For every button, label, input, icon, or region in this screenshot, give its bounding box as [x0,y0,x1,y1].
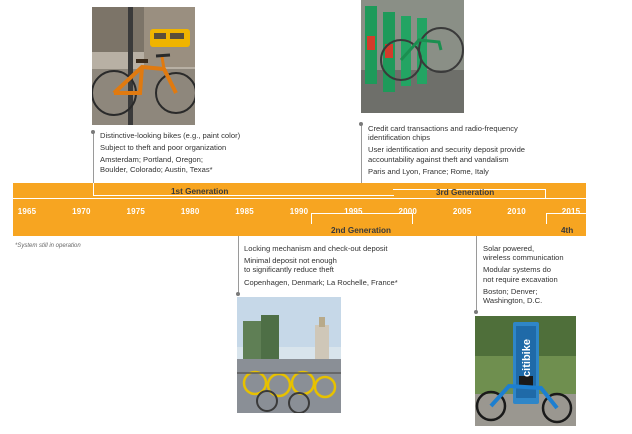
gen3-point-3: Paris and Lyon, France; Rome, Italy [368,166,489,176]
yellow-bikes-photo [237,297,341,413]
year-label: 1970 [72,207,91,216]
gen1-point-2: Subject to theft and poor organization [100,143,227,153]
gen2-label: 2nd Generation [331,226,392,235]
green-dock-photo [361,0,464,113]
year-label: 2015 [561,207,581,216]
gen3-description [368,124,598,179]
connector-dot-gen1 [91,130,95,134]
year-label: 2000 [398,207,418,216]
gen4-point-2: Modular systems do not require excavation [483,265,558,284]
gen1-point-3: Amsterdam; Portland, Oregon; Boulder, Colorado; Austin, Texas* [100,155,213,174]
gen4-point-3: Boston; Denver; Washington, D.C. [483,286,543,306]
citibike-brand-text: citibike [521,339,533,377]
gen1-bracket [93,183,394,196]
connector-dot-gen4 [474,310,478,314]
gen3-label: 3rd Generation [436,188,495,197]
gen4-label: 4th [561,226,574,235]
year-label: 2010 [507,207,526,216]
gen1-description [100,131,300,177]
connector-gen3 [361,124,362,190]
year-label: 1965 [17,207,37,216]
year-label: 2005 [452,207,472,216]
gen1-point-1: Distinctive-looking bikes (e.g., paint color) [100,131,241,140]
gen2-point-3: Copenhagen, Denmark; La Rochelle, France* [244,277,398,287]
year-label: 1995 [344,207,363,216]
year-label: 1975 [126,207,146,216]
orange-bike-photo [92,7,195,125]
gen2-point-1: Locking mechanism and check-out deposit [244,244,388,253]
connector-gen2 [238,236,239,294]
gen2-point-2: Minimal deposit not enough to significantly reduce theft [244,256,337,275]
gen4-point-1: Solar powered, wireless communication [483,244,564,263]
connector-gen1 [93,132,94,190]
gen1-label: 1st Generation [171,187,229,196]
timeline-band [13,183,586,236]
gen4-description [483,244,603,308]
timeline-divider [13,198,586,199]
gen3-point-2: User identification and security deposit provide accountability against theft and vandalism [368,145,526,164]
gen3-point-1: Credit card transactions and radio-frequency identification chips [368,124,518,143]
connector-gen4 [476,234,477,312]
connector-dot-gen3 [359,122,363,126]
year-label: 1980 [180,207,200,216]
connector-dot-gen2 [236,292,240,296]
citibike-photo [475,316,576,426]
year-label: 1985 [235,207,254,216]
year-label: 1990 [289,207,309,216]
gen2-description [244,244,464,290]
footnote: *System still in operation [15,243,81,249]
